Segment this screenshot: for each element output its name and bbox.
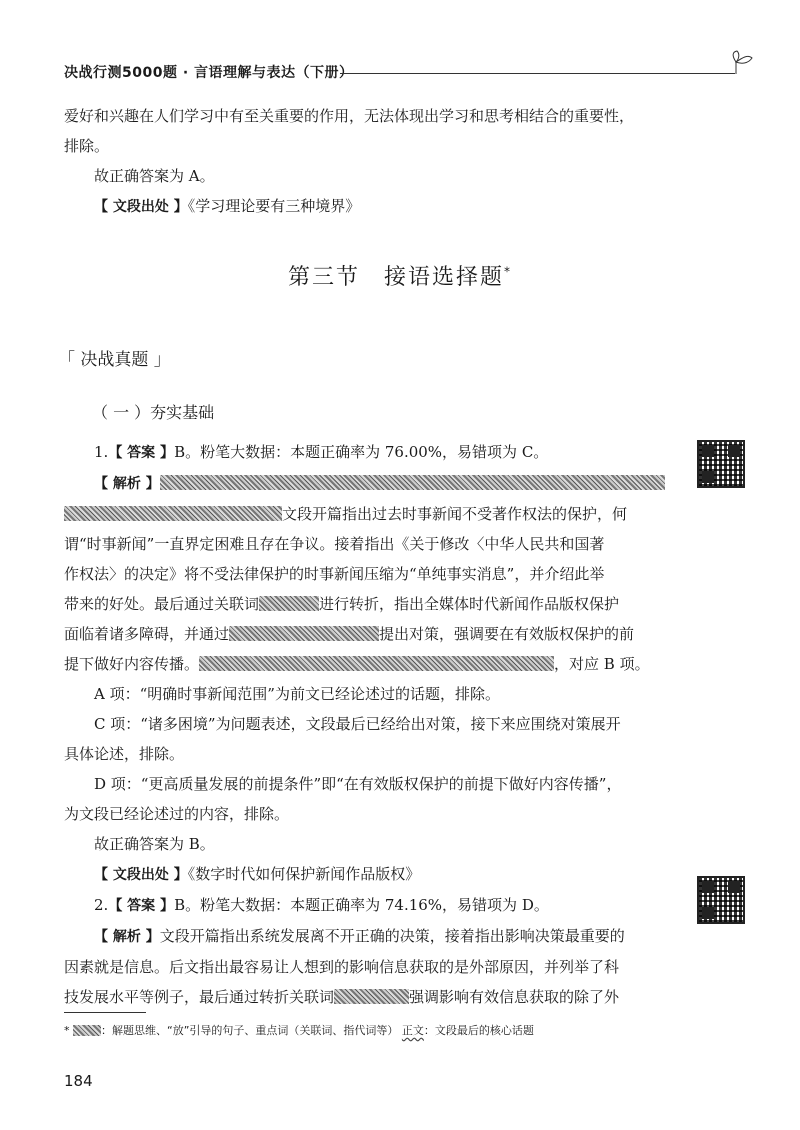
answer-label: 【 答案 】 <box>108 898 175 914</box>
q1-answer-line <box>64 437 684 468</box>
q2-analysis-line: 因素就是信息。后文指出最容易让人想到的影响信息获取的是外部原因，并列举了科 <box>64 958 620 976</box>
q2-analysis-text: 强调影响有效信息获取的除了外 <box>409 988 620 1006</box>
q2-answer-text: B。粉笔大数据：本题正确率为 74.16%，易错项为 D。 <box>174 896 549 914</box>
q1-option-c: 具体论述，排除。 <box>64 745 185 763</box>
footnote-rule <box>64 1012 146 1013</box>
q1-option-a: A 项：“明确时事新闻范围”为前文已经论述过的话题，排除。 <box>94 685 500 703</box>
zhenti-heading: 「 决战真题 」 <box>58 350 171 370</box>
page-number: 184 <box>64 1072 93 1090</box>
q1-analysis-line <box>64 649 684 679</box>
q1-source <box>64 859 684 890</box>
footnote-text: ：解题思维、“放”引导的句子、重点词（关联词、指代词等） <box>101 1024 399 1037</box>
q1-correct-answer: 故正确答案为 B。 <box>94 835 215 853</box>
source-label: 【 文段出处 】 <box>94 199 188 215</box>
question-1 <box>64 437 684 1012</box>
redacted-text <box>334 989 409 1004</box>
redacted-text <box>259 596 319 611</box>
analysis-label: 【 解析 】 <box>94 929 160 945</box>
q1-answer-text: B。粉笔大数据：本题正确率为 76.00%，易错项为 C。 <box>174 443 549 461</box>
q1-analysis-text: 提出对策，强调要在有效版权保护的前 <box>379 625 635 643</box>
footnote-star: * <box>64 1024 70 1037</box>
q2-answer-line <box>64 890 684 921</box>
q1-analysis-line: 作权法〉的决定》将不受法律保护的时事新闻压缩为“单纯事实消息”，并介绍此举 <box>64 565 605 583</box>
redacted-text <box>64 506 282 521</box>
q1-option-d: D 项：“更高质量发展的前提条件”即“在有效版权保护的前提下做好内容传播”， <box>94 775 622 793</box>
q1-analysis-text: 文段开篇指出过去时事新闻不受著作权法的保护，何 <box>282 505 628 523</box>
q1-analysis-text: 进行转折，指出全媒体时代新闻作品版权保护 <box>319 595 620 613</box>
section-title-mark: * <box>504 264 512 279</box>
source-label: 【 文段出处 】 <box>94 867 188 883</box>
q1-analysis-text: 面临着诸多障碍，并通过 <box>64 625 230 643</box>
q2-analysis-text: 文段开篇指出系统发展离不开正确的决策，接着指出影响决策最重要的 <box>159 927 625 945</box>
footnote-zhengyi: 正文 <box>401 1024 424 1037</box>
intro-paragraph <box>64 101 744 222</box>
intro-line: 爱好和兴趣在人们学习中有至关重要的作用，无法体现出学习和思考相结合的重要性， <box>64 107 635 125</box>
q1-analysis-line <box>64 468 684 499</box>
q1-option-d: 为文段已经论述过的内容，排除。 <box>64 805 290 823</box>
q2-number: 2. <box>94 896 109 914</box>
intro-source <box>64 191 744 222</box>
footnote <box>64 1022 534 1038</box>
source-title: 《学习理论要有三种境界》 <box>187 197 361 215</box>
header-rule <box>340 73 735 74</box>
redacted-text <box>73 1025 101 1036</box>
redacted-text <box>160 475 665 490</box>
intro-line: 排除。 <box>64 137 110 155</box>
intro-answer: 故正确答案为 A。 <box>94 167 215 185</box>
q1-analysis-line: 谓“时事新闻”一直界定困难且存在争议。接着指出《关于修改〈中华人民共和国著 <box>64 535 605 553</box>
q1-analysis-line <box>64 619 684 649</box>
q1-analysis-text: 带来的好处。最后通过关联词 <box>64 595 260 613</box>
q2-analysis-text: 技发展水平等例子，最后通过转折关联词 <box>64 988 335 1006</box>
q1-number: 1. <box>94 443 109 461</box>
running-header-title: 决战行测5000题 · 言语理解与表达（下册） <box>64 65 354 81</box>
redacted-text <box>229 626 379 641</box>
section-title-text: 第三节 接语选择题 <box>287 265 504 290</box>
q2-analysis-line <box>64 921 684 952</box>
q2-analysis-line <box>64 982 684 1012</box>
q1-analysis-text: ，对应 B 项。 <box>554 655 650 673</box>
sprout-icon <box>730 44 760 80</box>
analysis-label: 【 解析 】 <box>94 476 160 492</box>
redacted-text <box>199 656 554 671</box>
q1-analysis-text: 提下做好内容传播。 <box>64 655 200 673</box>
q1-analysis-line <box>64 499 684 529</box>
q1-option-c: C 项：“诸多困境”为问题表述，文段最后已经给出对策，接下来应围绕对策展开 <box>94 715 621 733</box>
footnote-text: ：文段最后的核心话题 <box>423 1024 534 1037</box>
source-title: 《数字时代如何保护新闻作品版权》 <box>187 865 421 883</box>
qr-code-icon[interactable] <box>697 440 745 488</box>
section-title <box>0 260 800 291</box>
answer-label: 【 答案 】 <box>108 445 175 461</box>
qr-code-icon[interactable] <box>697 876 745 924</box>
q1-analysis-line <box>64 589 684 619</box>
subsection-heading: （ 一 ）夯实基础 <box>92 403 215 422</box>
